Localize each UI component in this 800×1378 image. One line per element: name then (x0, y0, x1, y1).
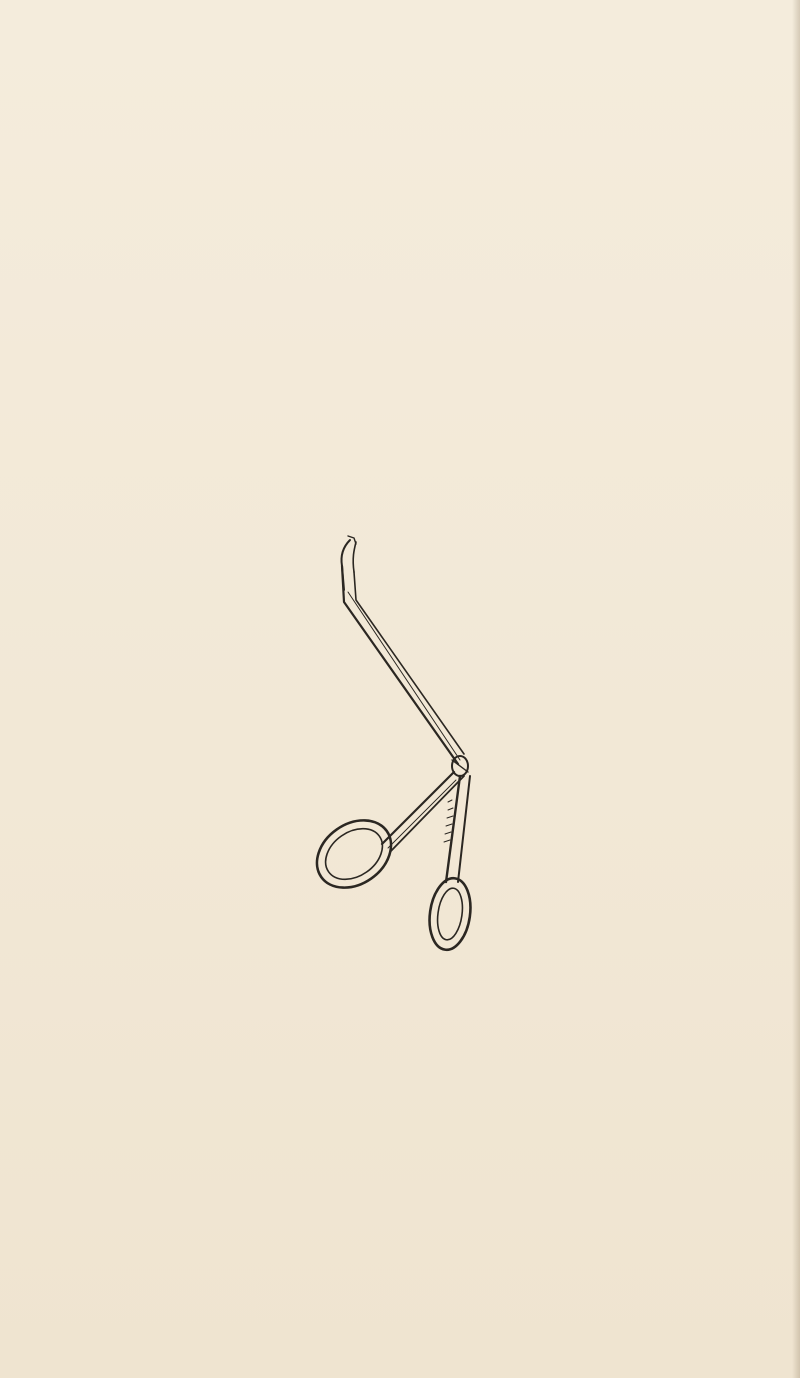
text-line (62, 437, 728, 464)
text-block-top (62, 90, 728, 490)
text-line (62, 384, 728, 411)
forceps-illustration-icon (298, 532, 498, 957)
text-line (62, 304, 728, 331)
text-line (62, 197, 728, 224)
text-line (62, 117, 728, 144)
text-line (62, 464, 728, 491)
text-line (62, 250, 728, 277)
text-line (62, 410, 728, 437)
forceps-figure (298, 532, 498, 957)
text-line (62, 90, 728, 117)
text-line (62, 143, 728, 170)
text-line (62, 277, 728, 304)
text-line (62, 357, 728, 384)
page-header (62, 62, 702, 90)
text-line (62, 330, 728, 357)
text-block-bottom (62, 980, 728, 1007)
text-line (62, 170, 728, 197)
page-edge-shadow (792, 0, 800, 1378)
text-line-with-italic (62, 980, 728, 1007)
text-line (62, 223, 728, 250)
